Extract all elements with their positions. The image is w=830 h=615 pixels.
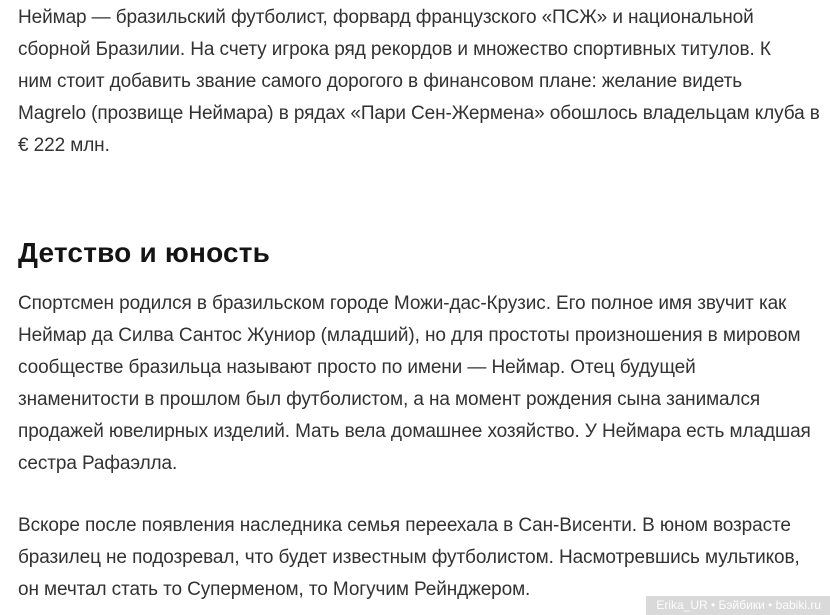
text-line: € 222 млн.: [18, 135, 110, 156]
childhood-paragraph-2: [18, 510, 824, 606]
text-line: Magrelo (прозвище Неймара) в рядах «Пари Сен-Жермена» обошлось владельцам клуба в: [18, 103, 820, 124]
section-heading: Детство и юность: [18, 237, 271, 269]
text-line: Неймар да Силва Сантос Жуниор (младший), но для простоты произношения в мировом: [18, 325, 801, 346]
childhood-paragraph-1: [18, 288, 824, 480]
text-line: сестра Рафаэлла.: [18, 453, 178, 474]
intro-paragraph: [18, 2, 824, 162]
text-line: сборной Бразилии. На счету игрока ряд рекордов и множество спортивных титулов. К: [18, 39, 771, 60]
text-line: он мечтал стать то Суперменом, то Могучим Рейнджером.: [18, 579, 531, 600]
text-line: Неймар — бразильский футболист, форвард французского «ПСЖ» и национальной: [18, 7, 754, 28]
text-line: сообществе бразильца называют просто по имени — Неймар. Отец будущей: [18, 357, 696, 378]
text-line: бразилец не подозревал, что будет известным футболистом. Насмотревшись мультиков,: [18, 547, 800, 568]
text-line: продажей ювелирных изделий. Мать вела домашнее хозяйство. У Неймара есть младшая: [18, 421, 811, 442]
text-line: знаменитости в прошлом был футболистом, а на момент рождения сына занимался: [18, 389, 761, 410]
watermark: Erika_UR • Бэйбики • babiki.ru: [646, 596, 830, 615]
text-line: Вскоре после появления наследника семья переехала в Сан-Висенти. В юном возрасте: [18, 515, 791, 536]
text-line: ним стоит добавить звание самого дорогого в финансовом плане: желание видеть: [18, 71, 743, 92]
text-line: Спортсмен родился в бразильском городе Можи-дас-Крузис. Его полное имя звучит как: [18, 293, 787, 314]
